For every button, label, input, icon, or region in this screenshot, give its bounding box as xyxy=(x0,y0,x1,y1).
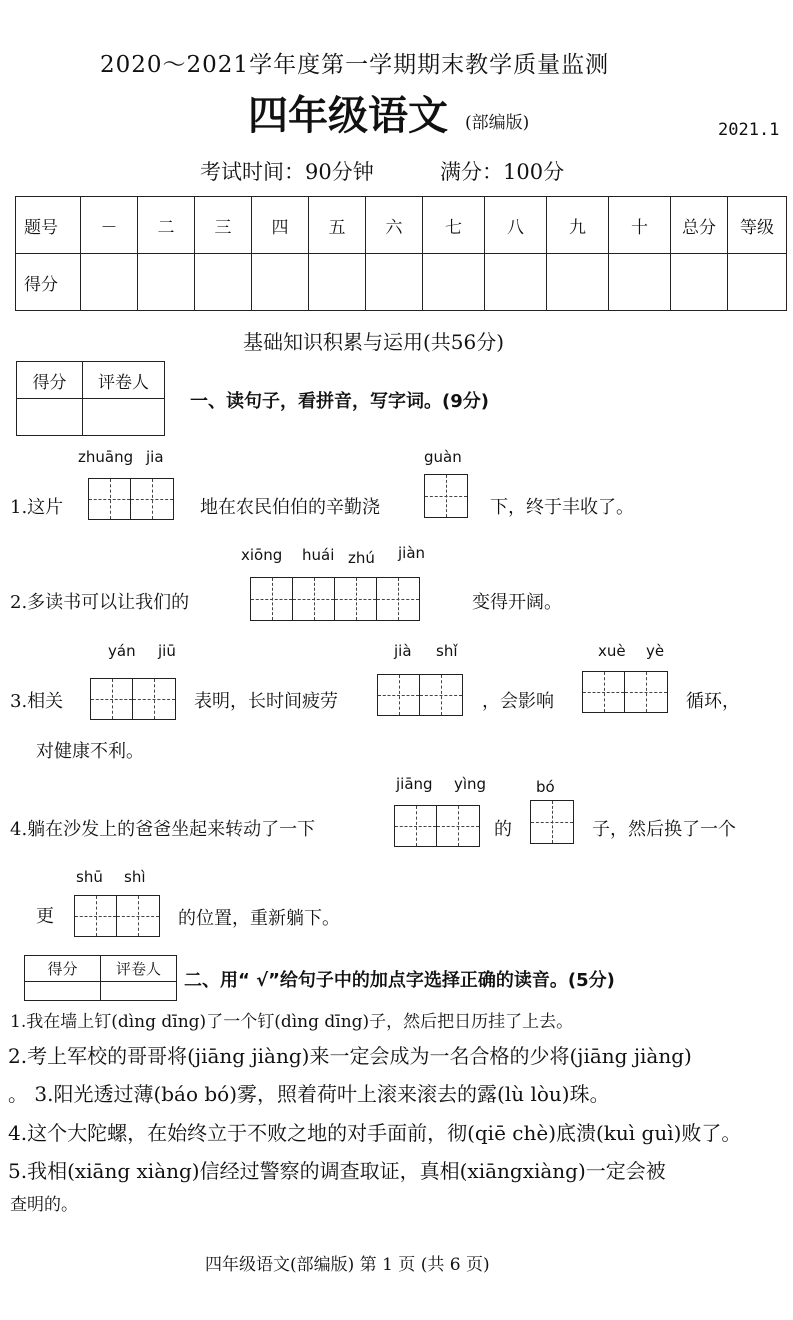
score-cell[interactable] xyxy=(609,254,671,311)
part2-sentence-5-cont: 查明的。 xyxy=(10,1195,78,1215)
score-table-header-row xyxy=(16,197,787,254)
pinyin: huái xyxy=(302,546,335,564)
answer-grid[interactable] xyxy=(530,800,574,844)
pinyin: guàn xyxy=(424,448,462,466)
header-cell: 题号 xyxy=(16,197,81,254)
score-table xyxy=(15,196,787,311)
question-2-start: 2.多读书可以让我们的 xyxy=(10,592,190,613)
answer-grid[interactable] xyxy=(394,805,480,847)
question-3-mid2: ，会影响 xyxy=(482,691,554,712)
header-cell: 八 xyxy=(485,197,547,254)
question-1-end: 下，终于丰收了。 xyxy=(490,497,634,518)
header-cell: 总分 xyxy=(671,197,728,254)
header-cell: 三 xyxy=(195,197,252,254)
header-cell: 五 xyxy=(309,197,366,254)
page-footer: 四年级语文(部编版) 第 1 页 (共 6 页) xyxy=(205,1255,490,1275)
pinyin: yìng xyxy=(454,775,487,793)
pinyin: yán xyxy=(108,642,136,660)
grader-reviewer-cell[interactable] xyxy=(83,399,165,436)
question-2-end: 变得开阔。 xyxy=(472,592,562,613)
score-cell[interactable] xyxy=(195,254,252,311)
header-cell: 二 xyxy=(138,197,195,254)
pinyin: zhú xyxy=(348,549,375,567)
pinyin: shì xyxy=(124,868,146,886)
exam-time: 考试时间：90分钟 xyxy=(200,160,374,184)
score-table-score-row xyxy=(16,254,787,311)
score-cell[interactable] xyxy=(309,254,366,311)
question-4-end: 子，然后换了一个 xyxy=(592,819,736,840)
answer-grid[interactable] xyxy=(88,478,174,520)
question-1-start: 1.这片 xyxy=(10,497,64,518)
full-score: 满分：100分 xyxy=(440,160,565,184)
answer-grid[interactable] xyxy=(582,671,668,713)
header-cell: 九 xyxy=(547,197,609,254)
section-heading: 基础知识积累与运用(共56分) xyxy=(243,330,505,354)
pinyin: jiàn xyxy=(398,544,426,562)
pinyin: yè xyxy=(646,642,665,660)
score-cell[interactable] xyxy=(252,254,309,311)
edition-label: (部编版) xyxy=(465,113,530,133)
answer-grid[interactable] xyxy=(74,895,160,937)
pinyin: shū xyxy=(76,868,103,886)
pinyin: xuè xyxy=(598,642,626,660)
score-cell[interactable] xyxy=(366,254,423,311)
answer-grid[interactable] xyxy=(250,577,420,621)
pinyin: jia xyxy=(146,448,164,466)
header-cell: － xyxy=(81,197,138,254)
header-cell: 十 xyxy=(609,197,671,254)
grader-box-1 xyxy=(16,361,165,436)
score-cell[interactable] xyxy=(728,254,787,311)
score-cell[interactable] xyxy=(81,254,138,311)
part2-sentence-2: 2.考上军校的哥哥将(jiāng jiàng)来一定会成为一名合格的少将(jiāng jiàng) xyxy=(8,1044,692,1068)
grader-box-2 xyxy=(24,955,177,1001)
question-3-mid1: 表明，长时间疲劳 xyxy=(194,691,338,712)
pinyin: zhuāng xyxy=(78,448,134,466)
score-cell[interactable] xyxy=(423,254,485,311)
pinyin: jiāng xyxy=(396,775,433,793)
score-cell[interactable] xyxy=(485,254,547,311)
score-cell[interactable] xyxy=(547,254,609,311)
grader-reviewer-cell[interactable] xyxy=(101,982,177,1001)
grader-score-label: 得分 xyxy=(17,362,83,399)
answer-grid[interactable] xyxy=(90,678,176,720)
pinyin: bó xyxy=(536,778,555,796)
score-cell[interactable] xyxy=(671,254,728,311)
part2-sentence-3: 。 3.阳光透过薄(báo bó)雾，照着荷叶上滚来滚去的露(lù lòu)珠。 xyxy=(8,1082,610,1106)
part2-sentence-1: 1.我在墙上钉(dìng dīng)了一个钉(dìng dīng)子，然后把日历挂了上去。 xyxy=(10,1012,574,1032)
pinyin: jià xyxy=(394,642,412,660)
question-3-continuation: 对健康不利。 xyxy=(36,741,144,762)
grader-reviewer-label: 评卷人 xyxy=(83,362,165,399)
pinyin: shǐ xyxy=(436,642,458,660)
answer-grid[interactable] xyxy=(424,474,468,518)
question-4-mid: 的 xyxy=(494,819,512,840)
subject-title: 四年级语文 xyxy=(248,93,448,139)
exam-date: 2021.1 xyxy=(718,120,780,140)
question-3-start: 3.相关 xyxy=(10,691,64,712)
pinyin: jiū xyxy=(158,642,176,660)
header-cell: 等级 xyxy=(728,197,787,254)
question-4-line2-end: 的位置，重新躺下。 xyxy=(178,908,340,929)
answer-grid[interactable] xyxy=(377,674,463,716)
part2-sentence-5: 5.我相(xiāng xiàng)信经过警察的调查取证，真相(xiāngxiàng)一定会被 xyxy=(8,1159,666,1183)
grader-score-cell[interactable] xyxy=(25,982,101,1001)
part2-title: 二、用“ √”给句子中的加点字选择正确的读音。(5分) xyxy=(184,970,615,991)
part1-title: 一、读句子，看拼音，写字词。(9分) xyxy=(190,391,489,412)
header-cell: 四 xyxy=(252,197,309,254)
score-row-label: 得分 xyxy=(16,254,81,311)
question-1-mid: 地在农民伯伯的辛勤浇 xyxy=(200,497,380,518)
question-4-line2-start: 更 xyxy=(36,906,54,927)
score-cell[interactable] xyxy=(138,254,195,311)
question-4-start: 4.躺在沙发上的爸爸坐起来转动了一下 xyxy=(10,819,316,840)
header-cell: 六 xyxy=(366,197,423,254)
pinyin: xiōng xyxy=(241,546,283,564)
grader-score-cell[interactable] xyxy=(17,399,83,436)
grader-score-label: 得分 xyxy=(25,956,101,982)
header-cell: 七 xyxy=(423,197,485,254)
part2-sentence-4: 4.这个大陀螺，在始终立于不败之地的对手面前，彻(qiē chè)底溃(kuì guì)败了。 xyxy=(8,1121,742,1145)
grader-reviewer-label: 评卷人 xyxy=(101,956,177,982)
question-3-end: 循环， xyxy=(686,691,740,712)
exam-title: 2020～2021学年度第一学期期末教学质量监测 xyxy=(100,52,610,78)
